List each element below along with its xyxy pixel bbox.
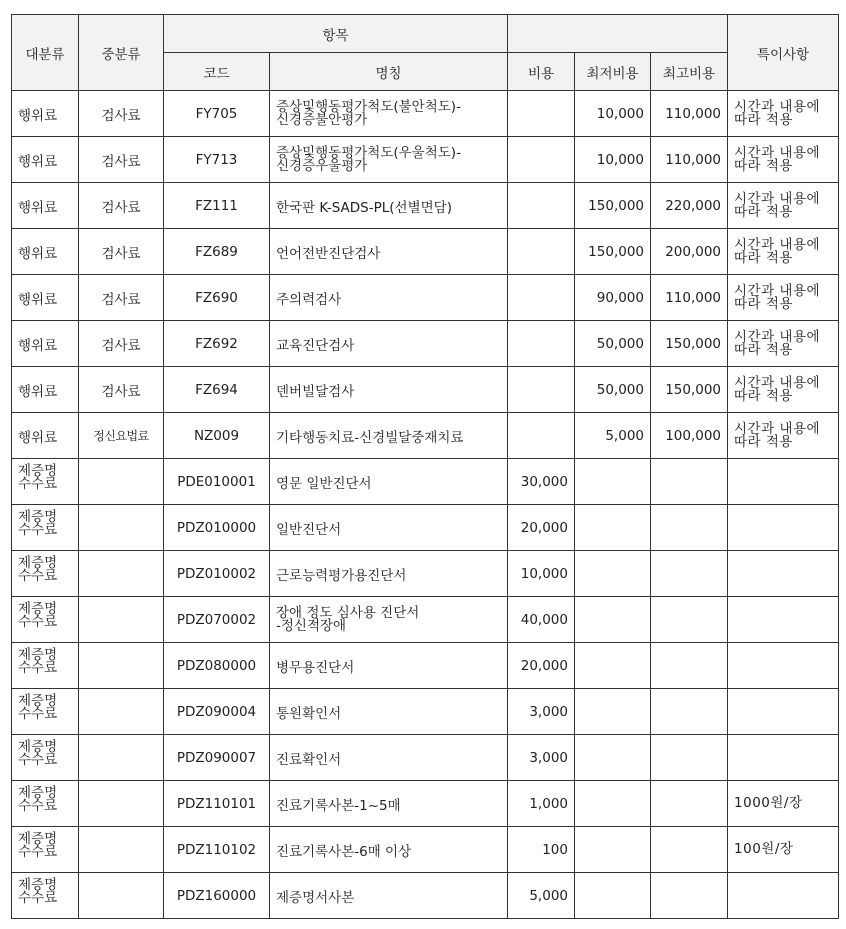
cell-code: FZ694: [164, 367, 270, 413]
header-major: 대분류: [12, 15, 79, 91]
cell-min: [575, 689, 651, 735]
cell-middle: 검사료: [79, 367, 164, 413]
cell-code: PDZ010002: [164, 551, 270, 597]
cell-min: 10,000: [575, 137, 651, 183]
cell-note: [728, 505, 839, 551]
header-min: 최저비용: [575, 53, 651, 91]
cell-major: 제증명 수수료: [12, 505, 79, 551]
cell-note: [728, 873, 839, 919]
cell-name: 한국판 K-SADS-PL(선별면담): [270, 183, 508, 229]
header-max: 최고비용: [651, 53, 728, 91]
table-row: [12, 781, 839, 827]
cell-note: 시간과 내용에 따라 적용: [728, 367, 839, 413]
header-item: 항목: [164, 15, 508, 53]
cell-middle: [79, 551, 164, 597]
table-row: [12, 597, 839, 643]
cell-max: [651, 505, 728, 551]
cell-note: 시간과 내용에 따라 적용: [728, 229, 839, 275]
cell-note: [728, 735, 839, 781]
cell-code: FZ690: [164, 275, 270, 321]
cell-min: [575, 873, 651, 919]
cell-max: 110,000: [651, 275, 728, 321]
cell-code: FZ111: [164, 183, 270, 229]
cell-min: [575, 459, 651, 505]
cell-min: 150,000: [575, 229, 651, 275]
cell-max: 100,000: [651, 413, 728, 459]
table-row: [12, 505, 839, 551]
cell-middle: 검사료: [79, 183, 164, 229]
cell-cost: [508, 91, 575, 137]
cell-min: [575, 597, 651, 643]
cell-name: 진료기록사본-1~5매: [270, 781, 508, 827]
cell-cost: 5,000: [508, 873, 575, 919]
cell-middle: [79, 735, 164, 781]
cell-middle: 검사료: [79, 321, 164, 367]
cell-code: PDZ160000: [164, 873, 270, 919]
cell-name: 진료기록사본-6매 이상: [270, 827, 508, 873]
table-row: [12, 735, 839, 781]
cell-max: 150,000: [651, 321, 728, 367]
cell-name: 언어전반진단검사: [270, 229, 508, 275]
cell-code: PDZ090007: [164, 735, 270, 781]
cell-note: 시간과 내용에 따라 적용: [728, 137, 839, 183]
table-body: [12, 91, 839, 919]
cell-major: 행위료: [12, 229, 79, 275]
cell-major: 제증명 수수료: [12, 689, 79, 735]
table-row: [12, 689, 839, 735]
cell-note: 시간과 내용에 따라 적용: [728, 413, 839, 459]
cell-max: [651, 827, 728, 873]
cell-major: 제증명 수수료: [12, 643, 79, 689]
cell-name: 근로능력평가용진단서: [270, 551, 508, 597]
cell-code: FZ689: [164, 229, 270, 275]
table-row: [12, 873, 839, 919]
cell-min: 5,000: [575, 413, 651, 459]
cell-name: 장애 정도 심사용 진단서 -정신적장애: [270, 597, 508, 643]
cell-cost: 20,000: [508, 643, 575, 689]
cell-cost: [508, 137, 575, 183]
cell-max: 110,000: [651, 91, 728, 137]
cell-max: [651, 781, 728, 827]
cell-major: 제증명 수수료: [12, 551, 79, 597]
cell-major: 행위료: [12, 137, 79, 183]
cell-middle: [79, 873, 164, 919]
table-row: [12, 459, 839, 505]
cell-middle: [79, 505, 164, 551]
cell-major: 행위료: [12, 321, 79, 367]
header-name: 명칭: [270, 53, 508, 91]
cell-code: PDZ090004: [164, 689, 270, 735]
cell-min: [575, 735, 651, 781]
table-row: [12, 275, 839, 321]
fee-table: [11, 14, 839, 919]
cell-note: 시간과 내용에 따라 적용: [728, 321, 839, 367]
cell-max: [651, 643, 728, 689]
header-cost-group: [508, 15, 728, 53]
cell-note: [728, 597, 839, 643]
cell-code: FY705: [164, 91, 270, 137]
cell-min: [575, 643, 651, 689]
cell-name: 주의력검사: [270, 275, 508, 321]
cell-cost: 100: [508, 827, 575, 873]
cell-middle: 정신요법료: [79, 413, 164, 459]
cell-max: [651, 597, 728, 643]
table-row: [12, 183, 839, 229]
header-code: 코드: [164, 53, 270, 91]
cell-name: 통원확인서: [270, 689, 508, 735]
cell-note: 1000원/장: [728, 781, 839, 827]
cell-middle: [79, 459, 164, 505]
table-row: [12, 91, 839, 137]
header-note: 특이사항: [728, 15, 839, 91]
table-row: [12, 137, 839, 183]
cell-max: [651, 735, 728, 781]
cell-middle: [79, 827, 164, 873]
cell-major: 제증명 수수료: [12, 873, 79, 919]
cell-note: 시간과 내용에 따라 적용: [728, 275, 839, 321]
cell-middle: [79, 597, 164, 643]
cell-min: [575, 781, 651, 827]
table-row: [12, 321, 839, 367]
cell-middle: [79, 689, 164, 735]
cell-cost: [508, 367, 575, 413]
cell-min: 150,000: [575, 183, 651, 229]
cell-name: 증상및행동평가척도(우울척도)- 신경증우울평가: [270, 137, 508, 183]
cell-code: FZ692: [164, 321, 270, 367]
cell-max: [651, 459, 728, 505]
cell-cost: 3,000: [508, 735, 575, 781]
cell-min: 50,000: [575, 321, 651, 367]
cell-min: [575, 505, 651, 551]
cell-name: 제증명서사본: [270, 873, 508, 919]
header-row-1: [12, 15, 839, 53]
cell-max: 110,000: [651, 137, 728, 183]
cell-middle: 검사료: [79, 275, 164, 321]
cell-major: 행위료: [12, 183, 79, 229]
cell-max: [651, 551, 728, 597]
cell-major: 행위료: [12, 275, 79, 321]
table-row: [12, 413, 839, 459]
cell-major: 제증명 수수료: [12, 827, 79, 873]
cell-code: PDZ110102: [164, 827, 270, 873]
cell-middle: 검사료: [79, 137, 164, 183]
cell-name: 영문 일반진단서: [270, 459, 508, 505]
cell-max: [651, 689, 728, 735]
cell-middle: [79, 781, 164, 827]
cell-code: PDZ110101: [164, 781, 270, 827]
cell-code: NZ009: [164, 413, 270, 459]
cell-min: 90,000: [575, 275, 651, 321]
cell-cost: 3,000: [508, 689, 575, 735]
cell-code: PDZ080000: [164, 643, 270, 689]
cell-middle: 검사료: [79, 229, 164, 275]
cell-name: 일반진단서: [270, 505, 508, 551]
table-row: [12, 367, 839, 413]
cell-max: 150,000: [651, 367, 728, 413]
cell-major: 제증명 수수료: [12, 459, 79, 505]
cell-cost: 10,000: [508, 551, 575, 597]
cell-note: 100원/장: [728, 827, 839, 873]
cell-major: 제증명 수수료: [12, 597, 79, 643]
cell-cost: 1,000: [508, 781, 575, 827]
cell-major: 행위료: [12, 91, 79, 137]
cell-note: [728, 643, 839, 689]
cell-major: 제증명 수수료: [12, 735, 79, 781]
cell-cost: [508, 183, 575, 229]
cell-cost: 40,000: [508, 597, 575, 643]
cell-max: 220,000: [651, 183, 728, 229]
cell-code: FY713: [164, 137, 270, 183]
cell-name: 증상및행동평가척도(불안척도)- 신경증불안평가: [270, 91, 508, 137]
table-row: [12, 643, 839, 689]
cell-cost: [508, 321, 575, 367]
cell-middle: 검사료: [79, 91, 164, 137]
cell-major: 행위료: [12, 413, 79, 459]
cell-note: [728, 689, 839, 735]
cell-cost: [508, 229, 575, 275]
cell-cost: 20,000: [508, 505, 575, 551]
cell-code: PDE010001: [164, 459, 270, 505]
cell-min: 50,000: [575, 367, 651, 413]
header-middle: 중분류: [79, 15, 164, 91]
cell-name: 병무용진단서: [270, 643, 508, 689]
cell-min: [575, 551, 651, 597]
cell-name: 기타행동치료-신경빌달중재치료: [270, 413, 508, 459]
header-cost: 비용: [508, 53, 575, 91]
cell-code: PDZ070002: [164, 597, 270, 643]
cell-min: 10,000: [575, 91, 651, 137]
cell-cost: 30,000: [508, 459, 575, 505]
cell-note: [728, 459, 839, 505]
cell-name: 진료확인서: [270, 735, 508, 781]
cell-major: 행위료: [12, 367, 79, 413]
cell-note: [728, 551, 839, 597]
table-row: [12, 229, 839, 275]
cell-cost: [508, 275, 575, 321]
cell-name: 교육진단검사: [270, 321, 508, 367]
cell-max: 200,000: [651, 229, 728, 275]
table-row: [12, 551, 839, 597]
cell-name: 덴버빌달검사: [270, 367, 508, 413]
cell-major: 제증명 수수료: [12, 781, 79, 827]
table-row: [12, 827, 839, 873]
cell-note: 시간과 내용에 따라 적용: [728, 183, 839, 229]
cell-min: [575, 827, 651, 873]
cell-note: 시간과 내용에 따라 적용: [728, 91, 839, 137]
cell-middle: [79, 643, 164, 689]
cell-code: PDZ010000: [164, 505, 270, 551]
cell-max: [651, 873, 728, 919]
cell-cost: [508, 413, 575, 459]
